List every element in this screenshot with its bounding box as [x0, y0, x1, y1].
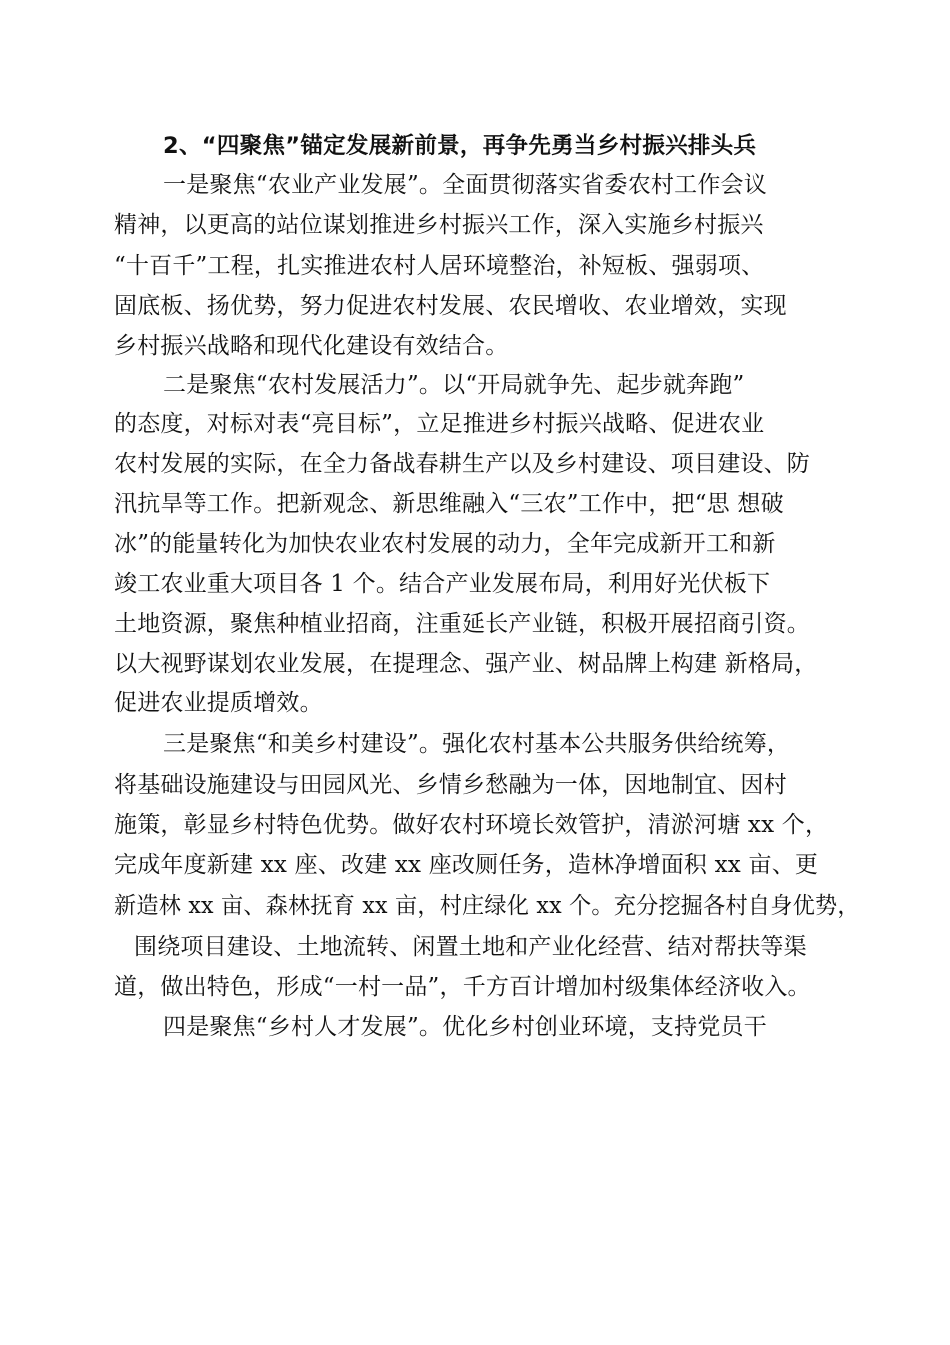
text-line: 道，做出特色，形成“一村一品”，千方百计增加村级集体经济收入。 [114, 974, 811, 1000]
text-line: 三是聚焦“和美乡村建设”。强化农村基本公共服务供给统筹， [163, 731, 791, 757]
section-heading: 2、“四聚焦”锚定发展新前景，再争先勇当乡村振兴排头兵 [163, 133, 757, 159]
text-line: 四是聚焦“乡村人才发展”。优化乡村创业环境，支持党员干 [163, 1014, 767, 1040]
text-line: 完成年度新建 xx 座、改建 xx 座改厕任务，造林净增面积 xx 亩、更 [114, 852, 819, 878]
text-line: 乡村振兴战略和现代化建设有效结合。 [114, 333, 509, 359]
text-line: 精神，以更高的站位谋划推进乡村振兴工作，深入实施乡村振兴 [114, 212, 764, 238]
text-line: 施策，彰显乡村特色优势。做好农村环境长效管护，清淤河塘 xx 个， [114, 812, 829, 838]
text-line: 土地资源，聚焦种植业招商，注重延长产业链，积极开展招商引资。 [114, 611, 810, 637]
text-line: 竣工农业重大项目各 1 个。结合产业发展布局，利用好光伏板下 [114, 571, 771, 597]
text-line: 促进农业提质增效。 [114, 690, 323, 716]
text-line: 一是聚焦“农业产业发展”。全面贯彻落实省委农村工作会议 [163, 172, 767, 198]
text-line: 二是聚焦“农村发展活力”。以“开局就争先、起步就奔跑” [163, 372, 745, 398]
text-line: 固底板、扬优势，努力促进农村发展、农民增收、农业增效，实现 [114, 293, 787, 319]
text-line: 农村发展的实际，在全力备战春耕生产以及乡村建设、项目建设、防 [114, 451, 810, 477]
text-line: 冰”的能量转化为加快农业农村发展的动力，全年完成新开工和新 [114, 531, 776, 557]
text-line: “十百千”工程，扎实推进农村人居环境整治，补短板、强弱项、 [114, 253, 765, 279]
text-line: 汛抗旱等工作。把新观念、新思维融入“三农”工作中，把“思 想破 [114, 491, 784, 517]
text-line: 围绕项目建设、土地流转、闲置土地和产业化经营、结对帮扶等渠 [134, 934, 807, 960]
text-line: 将基础设施建设与田园风光、乡情乡愁融为一体，因地制宜、因村 [114, 772, 787, 798]
text-line: 的态度，对标对表“亮目标”，立足推进乡村振兴战略、促进农业 [114, 411, 765, 437]
text-line: 以大视野谋划农业发展，在提理念、强产业、树品牌上构建 新格局， [114, 651, 818, 677]
text-line: 新造林 xx 亩、森林抚育 xx 亩，村庄绿化 xx 个。充分挖掘各村自身优势， [114, 893, 860, 919]
